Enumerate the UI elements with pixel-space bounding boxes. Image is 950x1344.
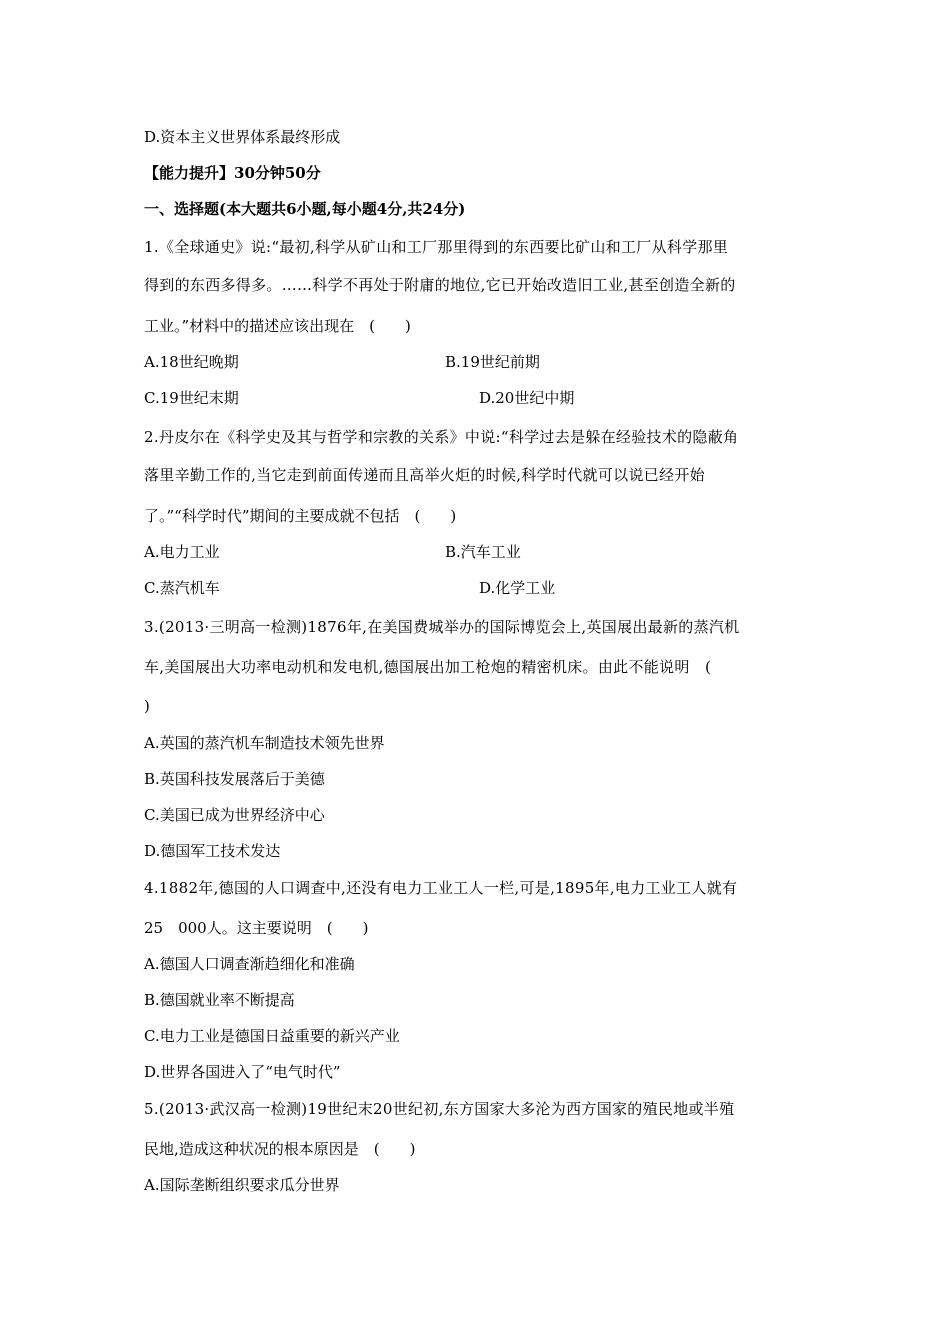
question-3-line-3: ): [144, 697, 150, 715]
question-2-option-c: C.蒸汽机车: [144, 579, 220, 597]
question-3-option-b: B.英国科技发展落后于美德: [144, 770, 325, 788]
question-3-option-a: A.英国的蒸汽机车制造技术领先世界: [144, 734, 385, 752]
question-1-option-c: C.19世纪末期: [144, 389, 239, 407]
part-header: 一、选择题(本大题共6小题,每小题4分,共24分): [144, 200, 466, 218]
question-5-line-2: 民地,造成这种状况的根本原因是 ( ): [144, 1140, 416, 1158]
question-3-line-1: 3.(2013·三明高一检测)1876年,在美国费城举办的国际博览会上,英国展出最新的蒸汽机: [144, 618, 740, 636]
question-1-option-d: D.20世纪中期: [479, 389, 575, 407]
question-3-option-c: C.美国已成为世界经济中心: [144, 806, 325, 824]
question-1-line-1: 1.《全球通史》说:“最初,科学从矿山和工厂那里得到的东西要比矿山和工厂从科学那里: [144, 238, 729, 256]
question-1-option-a: A.18世纪晚期: [144, 353, 239, 371]
question-5-line-1: 5.(2013·武汉高一检测)19世纪末20世纪初,东方国家大多沦为西方国家的殖民地或半殖: [144, 1100, 735, 1118]
question-4-option-b: B.德国就业率不断提高: [144, 991, 295, 1009]
question-2-option-b: B.汽车工业: [445, 543, 521, 561]
previous-option-d: D.资本主义世界体系最终形成: [144, 128, 341, 146]
question-2-line-2: 落里辛勤工作的,当它走到前面传递而且高举火炬的时候,科学时代就可以说已经开始: [144, 466, 705, 484]
question-4-line-2: 25 000人。这主要说明 ( ): [144, 919, 369, 937]
question-2-option-a: A.电力工业: [144, 543, 220, 561]
question-4-option-d: D.世界各国进入了“电气时代”: [144, 1063, 341, 1081]
question-3-line-2: 车,美国展出大功率电动机和发电机,德国展出加工枪炮的精密机床。由此不能说明 (: [144, 658, 712, 676]
question-1-line-3: 工业。”材料中的描述应该出现在 ( ): [144, 317, 411, 335]
question-3-option-d: D.德国军工技术发达: [144, 842, 281, 860]
question-4-option-c: C.电力工业是德国日益重要的新兴产业: [144, 1027, 400, 1045]
question-1-option-b: B.19世纪前期: [445, 353, 540, 371]
question-2-line-1: 2.丹皮尔在《科学史及其与哲学和宗教的关系》中说:“科学过去是躲在经验技术的隐蔽角: [144, 428, 739, 446]
question-4-option-a: A.德国人口调查渐趋细化和准确: [144, 955, 355, 973]
section-header: 【能力提升】30分钟50分: [144, 164, 321, 182]
question-4-line-1: 4.1882年,德国的人口调查中,还没有电力工业工人一栏,可是,1895年,电力工业工人就有: [144, 879, 738, 897]
question-5-option-a: A.国际垄断组织要求瓜分世界: [144, 1176, 340, 1194]
question-2-option-d: D.化学工业: [479, 579, 556, 597]
question-2-line-3: 了。”“科学时代”期间的主要成就不包括 ( ): [144, 507, 457, 525]
question-1-line-2: 得到的东西多得多。……科学不再处于附庸的地位,它已开始改造旧工业,甚至创造全新的: [144, 276, 736, 294]
